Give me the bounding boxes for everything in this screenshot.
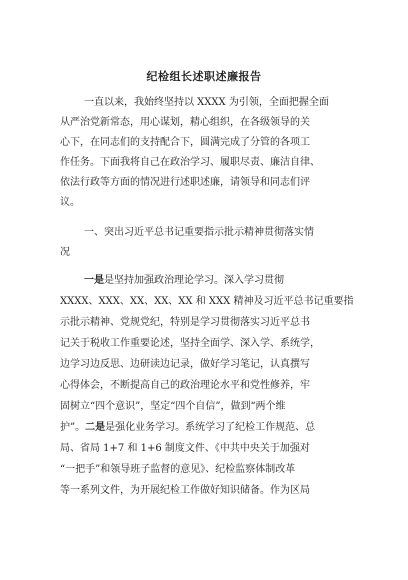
paragraph-line: 示批示精神、党规党纪，特别是学习贯彻落实习近平总书 — [60, 317, 310, 328]
paragraph-text: 是强化业务学习。系统学习了纪检工作规范、总 — [105, 422, 316, 433]
paragraph-line: 从严治党新常态，用心谋划，精心组织，在各级领导的关 — [60, 117, 310, 128]
paragraph-line: 记关于税收工作重要论述，坚持全面学、深入学、系统学， — [60, 338, 320, 349]
lead-label: 一是 — [84, 275, 104, 286]
lead-label: 二是 — [85, 422, 106, 433]
document-title: 纪检组长述职述廉报告 — [146, 70, 262, 83]
section-heading-line: 况 — [60, 247, 70, 258]
paragraph-line: 议。 — [60, 197, 80, 208]
paragraph-line — [84, 275, 284, 287]
paragraph-line: “一把手”和领导班子监督的意见》、纪检监察体制改革 — [60, 464, 296, 475]
paragraph-line: 依法行政等方面的情况进行述职述廉，请领导和同志们评 — [60, 177, 310, 188]
paragraph-line: 心得体会，不断提高自己的政治理论水平和党性修养，牢 — [60, 380, 310, 391]
paragraph-line: XXXX、XXX、XX、XX、XX 和 XXX 精神及习近平总书记重要指 — [60, 296, 354, 307]
paragraph-line — [60, 422, 315, 434]
paragraph-line: 一直以来，我始终坚持以 XXXX 为引领，全面把握全面 — [84, 97, 329, 108]
paragraph-line: 固树立“四个意识”，坚定“四个自信”，做到“两个维 — [60, 401, 286, 412]
paragraph-line: 心下，在同志们的支持配合下，圆满完成了分管的各项工 — [60, 137, 310, 148]
paragraph-line: 局、省局 1+7 和 1+6 制度文件、《中共中央关于加强对 — [60, 443, 310, 454]
paragraph-line: 边学习边反思、边研读边记录，做好学习笔记，认真撰写 — [60, 359, 310, 370]
paragraph-line: 作任务。下面我将自己在政治学习、履职尽责、廉洁自律、 — [60, 157, 320, 168]
paragraph-text: 是坚持加强政治理论学习。深入学习贯彻 — [104, 275, 284, 286]
paragraph-text: 护”。 — [60, 422, 86, 433]
section-heading-line: 一、突出习近平总书记重要指示批示精神贯彻落实情 — [84, 227, 314, 238]
paragraph-line: 等一系列文件，为开展纪检工作做好知识储备。作为区局 — [60, 485, 310, 496]
